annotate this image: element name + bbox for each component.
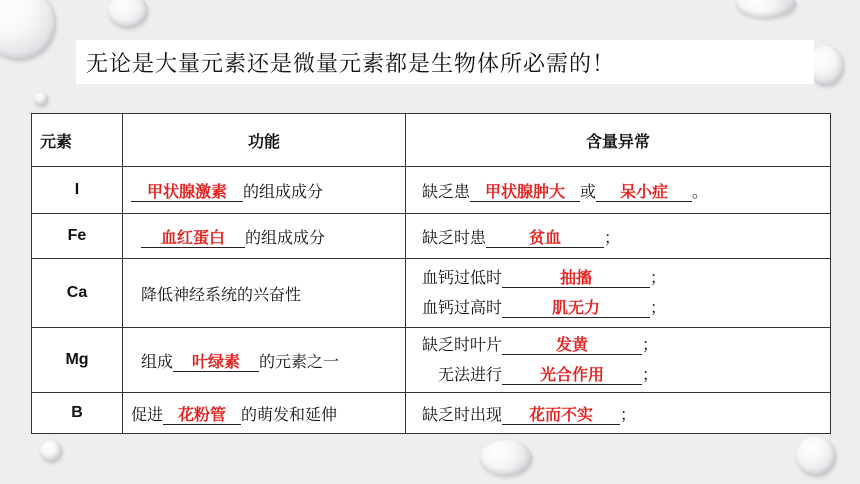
element-function-table (31, 113, 831, 434)
answer-blank: 花粉管 (163, 406, 241, 425)
table-row (32, 167, 831, 214)
water-drop-decoration (796, 436, 836, 476)
function-text: 的组成成分 (243, 181, 324, 201)
answer-blank: 甲状腺肿大 (470, 183, 580, 202)
answer-blank: 甲状腺激素 (131, 183, 243, 202)
abnormal-text: 无法进行 (438, 365, 503, 384)
function-text: 降低神经系统的兴奋性 (141, 284, 302, 304)
function-text: 组成 (141, 351, 174, 371)
abnormal-text: 缺乏患 (422, 181, 471, 201)
element-symbol: Fe (32, 214, 123, 259)
answer-blank: 光合作用 (502, 366, 642, 385)
water-drop-decoration (736, 0, 796, 18)
abnormal-cell (406, 167, 831, 214)
water-drop-decoration (108, 0, 148, 28)
table-row (32, 328, 831, 393)
answer-blank: 叶绿素 (173, 353, 259, 372)
function-text: 促进 (131, 404, 164, 424)
function-cell (123, 167, 406, 214)
abnormal-text: ； (620, 404, 637, 424)
abnormal-line (422, 263, 822, 293)
abnormal-text: ； (604, 227, 621, 247)
slide-heading: 无论是大量元素还是微量元素都是生物体所必需的！ (76, 40, 814, 84)
answer-blank: 花而不实 (502, 406, 620, 425)
abnormal-cell (406, 214, 831, 259)
abnormal-line (422, 330, 822, 360)
header-element: 元素 (32, 114, 123, 167)
abnormal-line (422, 293, 822, 323)
abnormal-cell (406, 328, 831, 393)
function-text: 的元素之一 (259, 351, 340, 371)
function-cell (123, 393, 406, 434)
header-abnormal: 含量异常 (406, 114, 831, 167)
answer-blank: 呆小症 (596, 183, 692, 202)
water-drop-decoration (480, 440, 532, 476)
answer-blank: 贫血 (486, 229, 604, 248)
element-symbol: I (32, 167, 123, 214)
answer-blank: 抽搐 (502, 269, 650, 288)
abnormal-text: ； (650, 268, 667, 287)
function-cell (123, 214, 406, 259)
answer-blank: 发黄 (502, 336, 642, 355)
header-function: 功能 (123, 114, 406, 167)
abnormal-text: 。 (692, 181, 709, 201)
element-symbol: Ca (32, 259, 123, 328)
function-cell (123, 259, 406, 328)
abnormal-text: ； (642, 365, 659, 384)
function-text: 的萌发和延伸 (241, 404, 338, 424)
water-drop-decoration (34, 92, 48, 106)
element-symbol: B (32, 393, 123, 434)
table-row (32, 214, 831, 259)
abnormal-text: 血钙过高时 (422, 298, 503, 317)
abnormal-cell (406, 259, 831, 328)
abnormal-line (422, 360, 822, 390)
abnormal-text: 血钙过低时 (422, 268, 503, 287)
function-cell (123, 328, 406, 393)
table-row (32, 259, 831, 328)
abnormal-text: 缺乏时患 (422, 227, 487, 247)
answer-blank: 肌无力 (502, 299, 650, 318)
answer-blank: 血红蛋白 (141, 229, 245, 248)
abnormal-text: ； (650, 298, 667, 317)
water-drop-decoration (0, 0, 56, 60)
element-symbol: Mg (32, 328, 123, 393)
abnormal-text: 缺乏时出现 (422, 404, 503, 424)
abnormal-text: 或 (580, 181, 597, 201)
abnormal-text: ； (642, 335, 659, 354)
abnormal-text: 缺乏时叶片 (422, 335, 503, 354)
water-drop-decoration (40, 440, 62, 462)
table-header-row (32, 114, 831, 167)
abnormal-cell (406, 393, 831, 434)
function-text: 的组成成分 (245, 227, 326, 247)
table-row (32, 393, 831, 434)
